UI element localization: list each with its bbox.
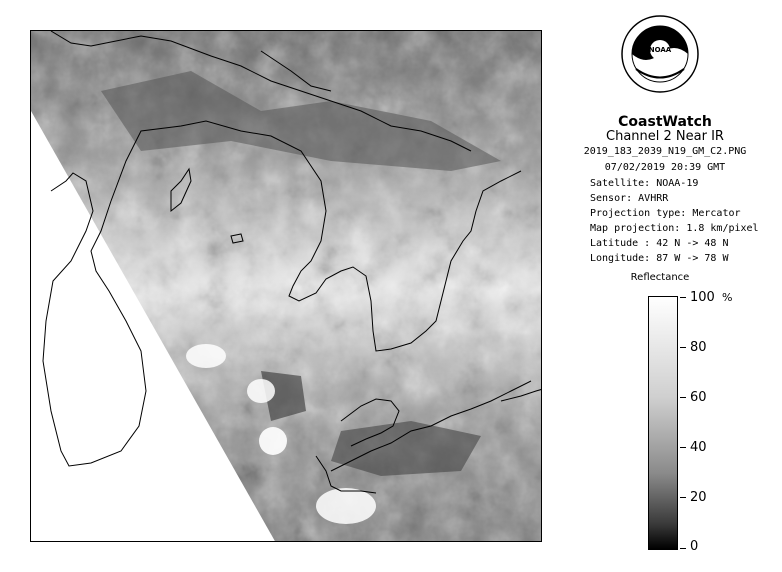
colorbar-tick: [680, 397, 686, 398]
colorbar-tick: [680, 347, 686, 348]
svg-text:NOAA: NOAA: [648, 46, 672, 54]
colorbar-tick-label: 60: [690, 390, 707, 405]
channel-subtitle: Channel 2 Near IR: [606, 129, 724, 144]
product-title: CoastWatch: [618, 114, 712, 130]
colorbar-tick-label: 20: [690, 490, 707, 505]
satellite-image-svg: [31, 31, 542, 542]
sensor: Sensor: AVHRR: [590, 193, 669, 204]
cloud-blob: [247, 379, 275, 403]
latitude-range: Latitude : 42 N -> 48 N: [590, 238, 729, 249]
colorbar-tick-label: 40: [690, 440, 707, 455]
satellite-image: [30, 30, 542, 542]
colorbar-tick: [680, 297, 686, 298]
longitude-range: Longitude: 87 W -> 78 W: [590, 253, 729, 264]
colorbar: [648, 296, 678, 550]
colorbar-tick-label: 100: [690, 290, 715, 305]
filename: 2019_183_2039_N19_GM_C2.PNG: [583, 146, 747, 157]
colorbar-tick: [680, 548, 686, 549]
colorbar-tick-label: 80: [690, 340, 707, 355]
colorbar-label: Reflectance: [630, 272, 690, 283]
cloud-blob: [259, 427, 287, 455]
datetime: 07/02/2019 20:39 GMT: [604, 162, 726, 173]
colorbar-tick-label: 0: [690, 539, 699, 554]
colorbar-unit: %: [722, 291, 733, 304]
satellite: Satellite: NOAA-19: [590, 178, 699, 189]
cloud-blob: [316, 488, 376, 524]
map-projection: Map projection: 1.8 km/pixel: [590, 223, 759, 234]
noaa-logo: [620, 14, 700, 110]
colorbar-tick: [680, 447, 686, 448]
projection-type: Projection type: Mercator: [590, 208, 741, 219]
colorbar-tick: [680, 497, 686, 498]
cloud-blob: [186, 344, 226, 368]
